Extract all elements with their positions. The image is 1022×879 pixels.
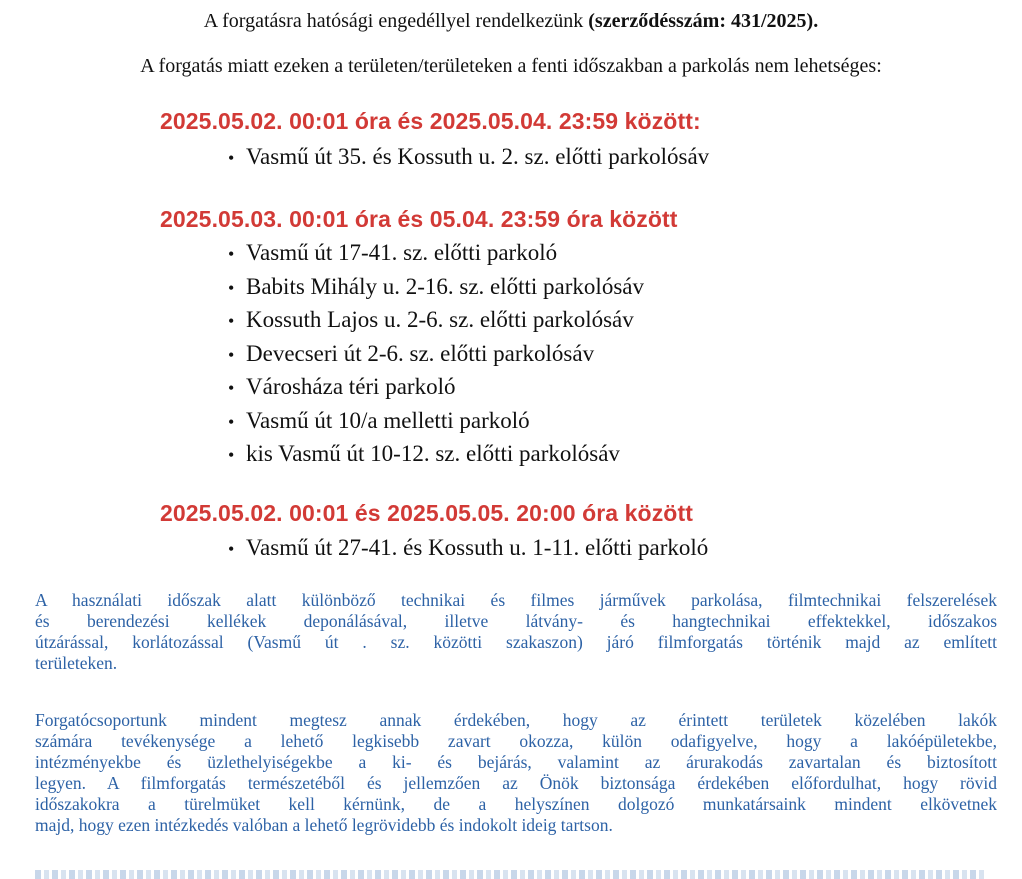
bullet-icon: • — [228, 344, 235, 365]
paragraph-line: Forgatócsoportunk mindent megtesz annak érdekében, hogy az érintett területek közelében lakók — [35, 710, 997, 730]
cut-off-text-line — [35, 870, 985, 879]
list-item: • Vasmű út 10/a melletti parkoló — [228, 405, 644, 439]
section-1-heading: 2025.05.02. 00:01 óra és 2025.05.04. 23:59 között: — [160, 108, 701, 134]
list-item: • Babits Mihály u. 2-16. sz. előtti parkolósáv — [228, 271, 644, 305]
list-item: • Vasmű út 35. és Kossuth u. 2. sz. előtti parkolósáv — [228, 141, 709, 175]
list-item: • Devecseri út 2-6. sz. előtti parkolósáv — [228, 338, 644, 372]
paragraph-line: számára tevékenysége a lehető legkisebb zavart okozza, külön odafigyelve, hogy a lakóépületekbe, — [35, 731, 997, 751]
bullet-icon: • — [228, 311, 235, 331]
permit-statement — [0, 10, 1022, 33]
paragraph-line: legyen. A filmforgatás természetéből és jellemzően az Önök biztonsága érdekében előfordulhat, hogy rövid — [35, 773, 997, 793]
bullet-icon: • — [228, 148, 235, 168]
permit-statement-text: A forgatásra hatósági engedéllyel rendelkezünk — [203, 10, 589, 32]
bullet-icon: • — [228, 244, 235, 264]
bullet-icon: • — [228, 411, 235, 432]
bullet-icon: • — [228, 378, 235, 398]
paragraph-line: majd, hogy ezen intézkedés valóban a lehető legrövidebb és indokolt ideig tartson. — [35, 815, 613, 835]
contract-number: (szerződésszám: 431/2025). — [588, 10, 819, 32]
section-1-list — [228, 141, 709, 175]
bullet-icon: • — [228, 539, 235, 559]
usage-period-paragraph — [35, 590, 997, 674]
section-3-heading: 2025.05.02. 00:01 és 2025.05.05. 20:00 óra között — [160, 500, 693, 526]
bullet-icon: • — [228, 277, 235, 298]
list-item: • kis Vasmű út 10-12. sz. előtti parkolósáv — [228, 438, 644, 472]
paragraph-line: intézményekbe és üzlethelyiségekbe a ki- és bejárás, valamint az árurakodás zavartalan és biztosított — [35, 752, 997, 772]
crew-commitment-paragraph — [35, 710, 997, 836]
paragraph-line: időszakokra a türelmüket kell kérnünk, de a helyszínen dolgozó munkatársaink mindent elkövetnek — [35, 794, 997, 814]
paragraph-line: útzárással, korlátozással (Vasmű út . sz. közötti szakaszon) járó filmforgatás történik majd az említett — [35, 632, 997, 652]
paragraph-line: és berendezési kellékek deponálásával, illetve látvány- és hangtechnikai effektekkel, időszakos — [35, 611, 997, 631]
paragraph-line: A használati időszak alatt különböző technikai és filmes járművek parkolása, filmtechnikai felszerelések — [35, 590, 997, 610]
section-3-list — [228, 532, 708, 566]
parking-restriction-intro: A forgatás miatt ezeken a területen/területeken a fenti időszakban a parkolás nem lehetséges: — [140, 55, 882, 77]
section-2-heading: 2025.05.03. 00:01 óra és 05.04. 23:59 óra között — [160, 206, 678, 232]
bullet-icon: • — [228, 445, 235, 465]
section-2-list — [228, 237, 644, 472]
list-item: • Vasmű út 27-41. és Kossuth u. 1-11. előtti parkoló — [228, 532, 708, 566]
list-item: • Városháza téri parkoló — [228, 371, 644, 405]
list-item: • Vasmű út 17-41. sz. előtti parkoló — [228, 237, 644, 271]
paragraph-line: területeken. — [35, 653, 118, 673]
list-item: • Kossuth Lajos u. 2-6. sz. előtti parkolósáv — [228, 304, 644, 338]
